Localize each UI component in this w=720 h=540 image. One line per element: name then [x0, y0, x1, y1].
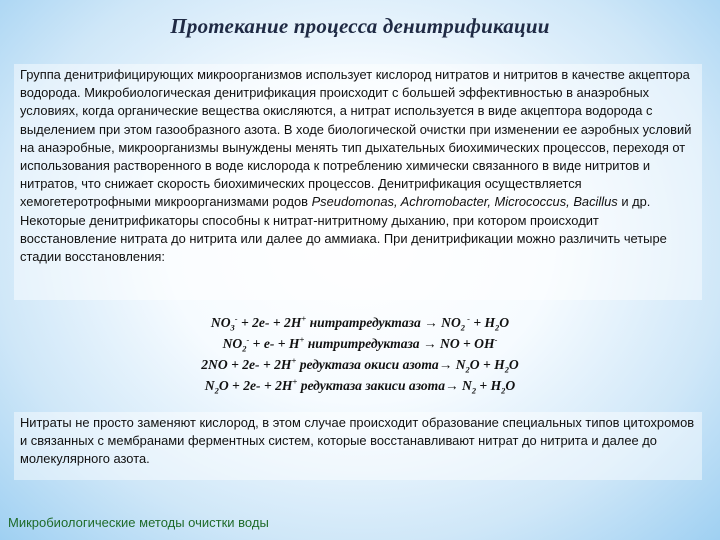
enzyme-label: редуктаза закиси азота: [297, 378, 445, 393]
intro-text-part1: Группа денитрифицирующих микроорганизмов использует кислород нитратов и нитритов в качестве акцептора водорода. Микробиологическая денитрификация происходит с большей эффективностью в анаэробных условиях, когда органические вещества окисляются, а нитрат используется в виде акцептора водорода с выделением при этом газообразного азота. В ходе биологической очистки при изменении ее аэробных условий на анаэробные, микроорганизмы вынуждены менять тип дыхательных биохимических процессов, переходя от использования растворенного в воде кислорода к потреблению химически связанного в виде нитритов и нитратов, что снижает скорость биохимических процессов. Денитрификация осуществляется хемогетеротрофными микроорганизмами родов: [20, 67, 692, 210]
arrow-icon: →: [423, 336, 437, 351]
equation-nitrate-reductase: $NO_3^- + 2e- + 2H^+$ нитратредуктаза → $NO_2$ $^- + H_2O$: [210, 313, 510, 333]
reaction-equations: [0, 312, 720, 396]
enzyme-label: нитритредуктаза: [304, 336, 424, 351]
footer-label: Микробиологические методы очистки воды: [8, 515, 269, 530]
genera-names: Pseudomonas, Achromobacter, Micrococcus, Bacillus: [311, 194, 618, 210]
equation-nitric-oxide-reductase: 2NO + 2e- + 2H+ редуктаза окиси азота→ $N_2O + H_2O$: [201, 355, 519, 375]
equation-nitrite-reductase: $NO_2^- + e- + H^+$ нитритредуктаза → NO + OH-: [222, 334, 498, 354]
enzyme-label: редуктаза окиси азота: [296, 357, 439, 372]
arrow-icon: →: [424, 315, 438, 330]
equation-nitrous-oxide-reductase: $N_2O + 2e- + 2H^+$ редуктаза закиси азота→ $N_2 + H_2O$: [204, 376, 516, 396]
intro-text-part2: и др. Некоторые денитрификаторы способны к нитрат-нитритному дыханию, при котором происходит восстановление нитрата до нитрита или далее до аммиака. При денитрификации можно различить четыре стадии восстановления:: [20, 194, 667, 265]
conclusion-paragraph: Нитраты не просто заменяют кислород, в этом случае происходит образование специальных типов цитохромов и связанных с мембранами ферментных систем, которые восстанавливают нитрат до нитрита и далее до молекулярного азота.: [14, 412, 702, 480]
slide-title: Протекание процесса денитрификации: [170, 14, 550, 38]
arrow-icon: →: [445, 378, 459, 393]
intro-paragraph: [14, 64, 702, 300]
enzyme-label: нитратредуктаза: [306, 315, 425, 330]
arrow-icon: →: [438, 357, 453, 372]
